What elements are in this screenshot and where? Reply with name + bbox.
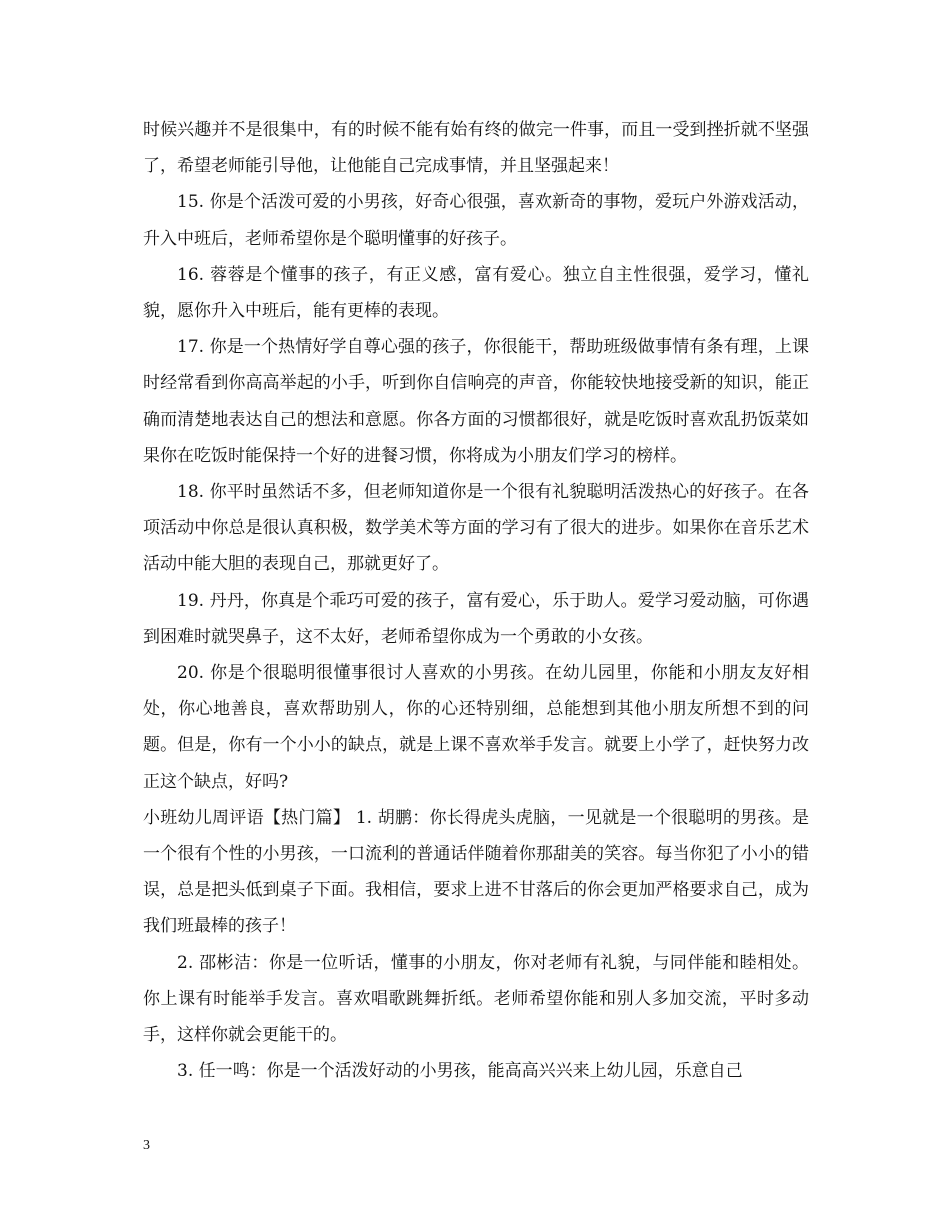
page-number: 3 (143, 1138, 150, 1153)
paragraph-18: 18. 你平时虽然话不多，但老师知道你是一个很有礼貌聪明活泼热心的好孩子。在各项活动中你总是很认真积极，数学美术等方面的学习有了很大的进步。如果你在音乐艺术活动中能大胆的表现自己，那就更好了。 (143, 482, 809, 575)
paragraph-17: 17. 你是一个热情好学自尊心强的孩子，你很能干，帮助班级做事情有条有理，上课时经常看到你高高举起的小手，听到你自信响亮的声音，你能较快地接受新的知识，能正确而清楚地表达自己的想法和意愿。你各方面的习惯都很好，就是吃饭时喜欢乱扔饭菜如果你在吃饭时能保持一个好的进餐习惯，你将成为小朋友们学习的榜样。 (143, 337, 809, 466)
paragraph-15: 15. 你是个活泼可爱的小男孩，好奇心很强，喜欢新奇的事物，爱玩户外游戏活动，升入中班后，老师希望你是个聪明懂事的好孩子。 (143, 192, 809, 249)
paragraph-16: 16. 蓉蓉是个懂事的孩子，有正义感，富有爱心。独立自主性很强，爱学习，懂礼貌，愿你升入中班后，能有更棒的表现。 (143, 264, 809, 322)
paragraph-19: 19. 丹丹，你真是个乖巧可爱的孩子，富有爱心，乐于助人。爱学习爱动脑，可你遇到困难时就哭鼻子，这不太好，老师希望你成为一个勇敢的小女孩。 (143, 590, 809, 647)
paragraph-hot-3: 3. 任一鸣：你是一个活泼好动的小男孩，能高高兴兴来上幼儿园，乐意自己 (177, 1061, 743, 1082)
paragraph-hot-2: 2. 邵彬洁：你是一位听话，懂事的小朋友，你对老师有礼貌，与同伴能和睦相处。你上课有时能举手发言。喜欢唱歌跳舞折纸。老师希望你能和别人多加交流，平时多动手，这样你就会更能干的。 (143, 952, 809, 1046)
document-body (143, 112, 809, 1089)
paragraph-20: 20. 你是个很聪明很懂事很讨人喜欢的小男孩。在幼儿园里，你能和小朋友友好相处，你心地善良，喜欢帮助别人，你的心还特别细，总能想到其他小朋友所想不到的问题。但是，你有一个小小的缺点，就是上课不喜欢举手发言。就要上小学了，赶快努力改正这个缺点，好吗? (143, 663, 809, 792)
paragraph-continuation: 时候兴趣并不是很集中，有的时候不能有始有终的做完一件事，而且一受到挫折就不坚强了，希望老师能引导他，让他能自己完成事情，并且坚强起来！ (143, 120, 809, 177)
paragraph-hot-1: 小班幼儿周评语【热门篇】 1. 胡鹏：你长得虎头虎脑，一见就是一个很聪明的男孩。是一个很有个性的小男孩，一口流利的普通话伴随着你那甜美的笑容。每当你犯了小小的错误，总是把头低到桌子下面。我相信，要求上进不甘落后的你会更加严格要求自己，成为我们班最棒的孩子！ (143, 807, 809, 937)
